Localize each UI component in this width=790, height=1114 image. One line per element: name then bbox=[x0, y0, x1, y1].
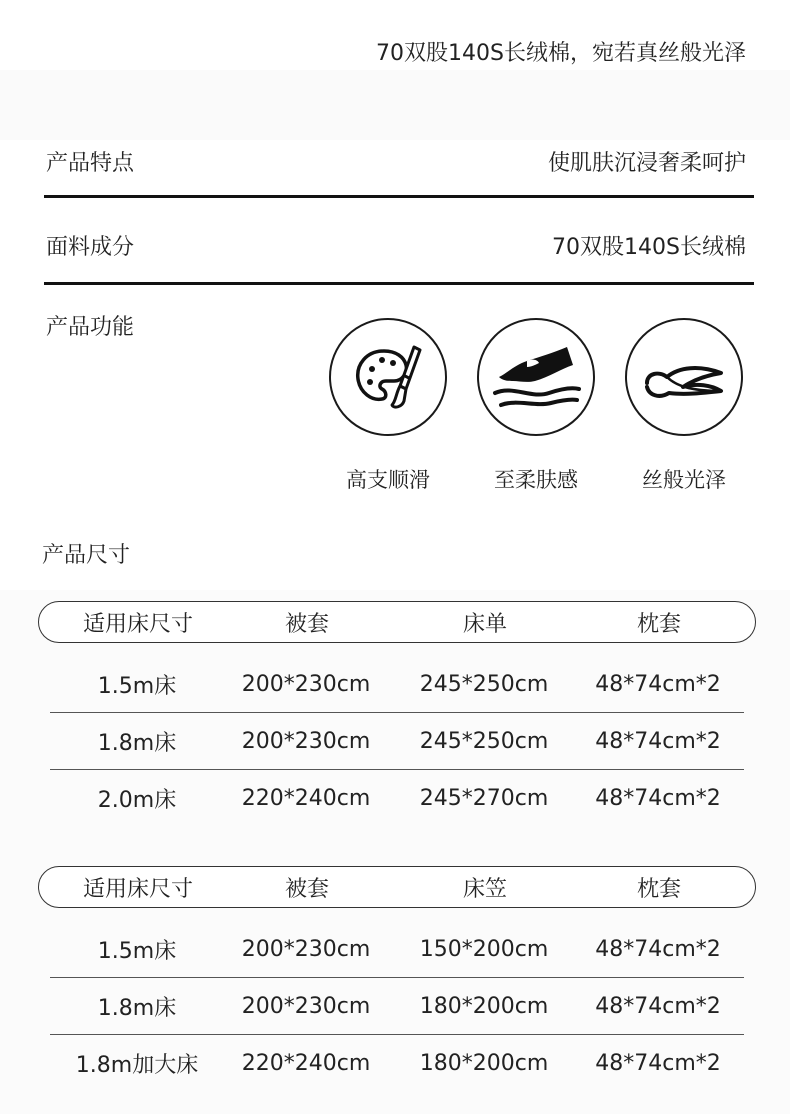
table-cell: 48*74cm*2 bbox=[595, 671, 721, 697]
table-cell: 1.5m床 bbox=[97, 938, 177, 964]
feature-caption: 丝般光泽 bbox=[642, 468, 726, 492]
grey-band bbox=[0, 70, 790, 140]
header-cell: 床笠 bbox=[462, 876, 507, 902]
table-cell: 1.5m床 bbox=[97, 673, 177, 699]
table-cell: 1.8m加大床 bbox=[75, 1052, 199, 1078]
table-cell: 48*74cm*2 bbox=[595, 1050, 721, 1076]
table-cell: 180*200cm bbox=[419, 993, 549, 1019]
table-cell: 2.0m床 bbox=[97, 787, 177, 813]
header-cell: 枕套 bbox=[636, 611, 681, 637]
feature-caption: 高支顺滑 bbox=[346, 468, 430, 492]
table-row bbox=[50, 656, 744, 712]
table-cell: 220*240cm bbox=[241, 1050, 371, 1076]
table-cell: 48*74cm*2 bbox=[595, 728, 721, 754]
table-cell: 48*74cm*2 bbox=[595, 993, 721, 1019]
table-cell: 200*230cm bbox=[241, 728, 371, 754]
size-table-fitted-sheet bbox=[38, 866, 756, 1091]
divider bbox=[44, 195, 754, 198]
features-value: 使肌肤沉浸奢柔呵护 bbox=[547, 151, 746, 176]
feature-caption: 至柔肤感 bbox=[494, 468, 578, 492]
table-cell: 200*230cm bbox=[241, 993, 371, 1019]
table-cell: 200*230cm bbox=[241, 671, 371, 697]
header-cell: 适用床尺寸 bbox=[82, 611, 193, 637]
table-header bbox=[38, 601, 756, 643]
divider bbox=[44, 282, 754, 285]
table-cell: 180*200cm bbox=[419, 1050, 549, 1076]
header-cell: 被套 bbox=[284, 876, 329, 902]
size-table-flat-sheet bbox=[38, 601, 756, 826]
table-cell: 245*250cm bbox=[419, 671, 549, 697]
table-cell: 150*200cm bbox=[419, 936, 549, 962]
table-cell: 220*240cm bbox=[241, 785, 371, 811]
table-cell: 245*270cm bbox=[419, 785, 549, 811]
table-cell: 48*74cm*2 bbox=[595, 785, 721, 811]
header-cell: 适用床尺寸 bbox=[82, 876, 193, 902]
fabric-label: 面料成分 bbox=[46, 235, 135, 260]
fabric-value: 70双股140S长绒棉 bbox=[552, 235, 746, 260]
feature-item bbox=[461, 318, 611, 494]
feature-item bbox=[609, 318, 759, 494]
header-cell: 床单 bbox=[462, 611, 507, 637]
table-cell: 1.8m床 bbox=[97, 995, 177, 1021]
table-row bbox=[50, 769, 744, 826]
table-cell: 245*250cm bbox=[419, 728, 549, 754]
table-row bbox=[50, 921, 744, 977]
functions-label: 产品功能 bbox=[46, 315, 135, 340]
tagline: 70双股140S长绒棉，宛若真丝般光泽 bbox=[376, 41, 746, 66]
palette-brush-icon bbox=[329, 318, 447, 436]
header-cell: 枕套 bbox=[636, 876, 681, 902]
table-row bbox=[50, 977, 744, 1034]
header-cell: 被套 bbox=[284, 611, 329, 637]
size-title: 产品尺寸 bbox=[42, 543, 131, 568]
table-row bbox=[50, 712, 744, 769]
silk-ribbon-icon bbox=[625, 318, 743, 436]
feature-item bbox=[313, 318, 463, 494]
hand-wave-icon bbox=[477, 318, 595, 436]
table-cell: 48*74cm*2 bbox=[595, 936, 721, 962]
table-header bbox=[38, 866, 756, 908]
table-cell: 1.8m床 bbox=[97, 730, 177, 756]
features-label: 产品特点 bbox=[46, 151, 135, 176]
table-row bbox=[50, 1034, 744, 1091]
table-cell: 200*230cm bbox=[241, 936, 371, 962]
